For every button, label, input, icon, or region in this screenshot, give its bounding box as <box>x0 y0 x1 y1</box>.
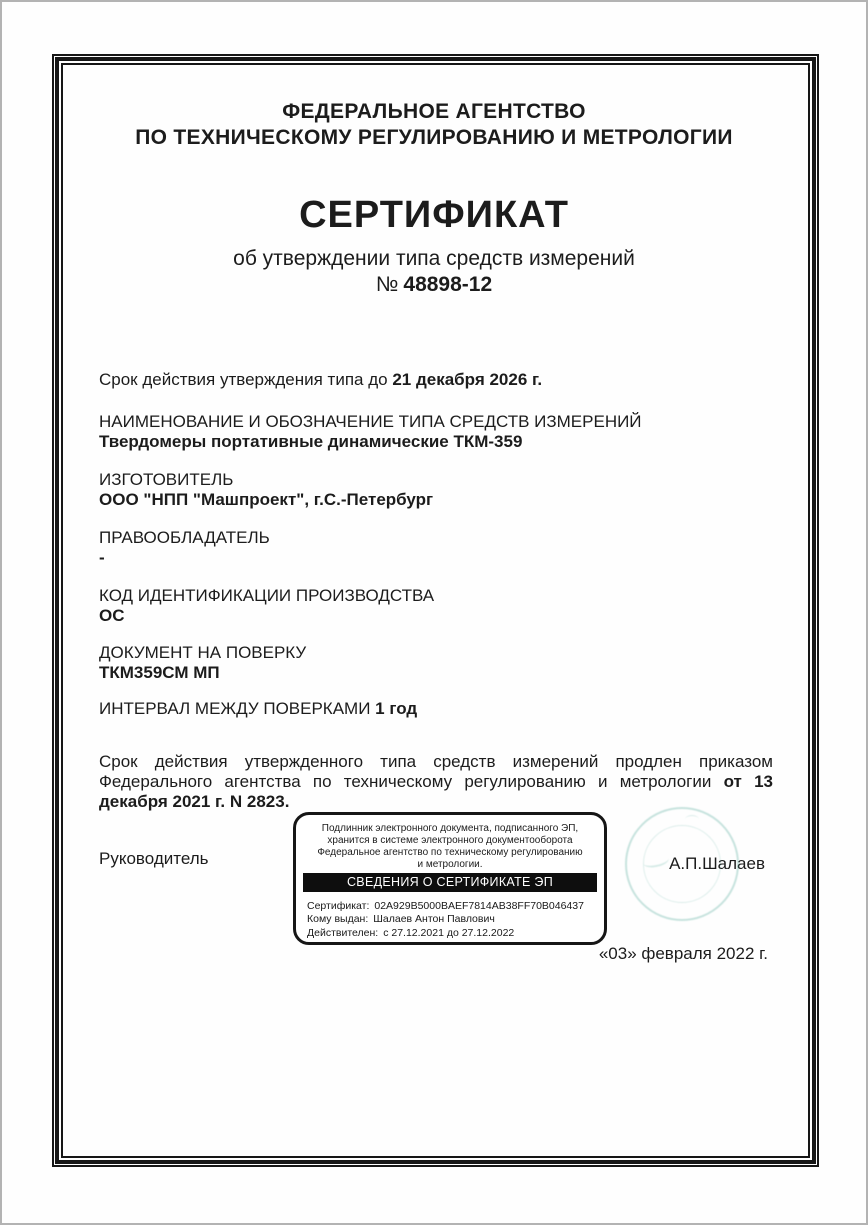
field-value: ТКМ359СМ МП <box>99 663 220 682</box>
field-value: Твердомеры портативные динамические ТКМ-359 <box>99 432 523 451</box>
certificate-subtitle: об утверждении типа средств измерений <box>233 247 635 270</box>
certificate-title: СЕРТИФИКАТ <box>299 194 569 236</box>
esignature-details <box>307 900 604 940</box>
field-value: ООО "НПП "Машпроект", г.С.-Петербург <box>99 490 434 509</box>
row-value: 02A929B5000BAEF7814AB38FF70B046437 <box>374 900 584 912</box>
number-sign: № <box>375 273 399 296</box>
interval-label: ИНТЕРВАЛ МЕЖДУ ПОВЕРКАМИ <box>99 699 371 718</box>
agency-line2: ПО ТЕХНИЧЕСКОМУ РЕГУЛИРОВАНИЮ И МЕТРОЛОГИИ <box>135 126 733 149</box>
number-value: 48898-12 <box>403 273 493 296</box>
agency-header <box>2 99 866 151</box>
esignature-stamp-box <box>293 812 607 945</box>
esignature-intro-text: Подлинник электронного документа, подписанного ЭП, хранится в системе электронного документооборота Федеральное агентство по техническому регулированию и метрологии. <box>317 823 583 870</box>
field-value: - <box>99 548 105 567</box>
extension-text: Срок действия утвержденного типа средств измерений продлен приказом Федерального агентства по техническому регулированию и метрологии <box>99 752 773 791</box>
row-label: Кому выдан: <box>307 913 369 926</box>
field-label: ИЗГОТОВИТЕЛЬ <box>99 470 234 489</box>
validity-value: 21 декабря 2026 г. <box>392 370 543 389</box>
esignature-bar-title: СВЕДЕНИЯ О СЕРТИФИКАТЕ ЭП <box>303 873 597 892</box>
interval-line <box>99 699 773 719</box>
signature-role: Руководитель <box>99 849 209 868</box>
seal-stamp-residue <box>625 807 739 921</box>
esignature-row-certificate <box>307 900 604 913</box>
field-verification-doc <box>99 643 773 683</box>
interval-value: 1 год <box>375 699 418 718</box>
validity-line <box>99 370 773 390</box>
field-label: НАИМЕНОВАНИЕ И ОБОЗНАЧЕНИЕ ТИПА СРЕДСТВ ИЗМЕРЕНИЙ <box>99 412 642 431</box>
extension-paragraph <box>99 752 773 812</box>
field-production-code <box>99 586 773 626</box>
field-manufacturer <box>99 470 773 510</box>
signature-name: А.П.Шалаев <box>669 854 765 873</box>
field-type-name <box>99 412 773 452</box>
seal-fleck <box>685 815 699 824</box>
validity-prefix: Срок действия утверждения типа до <box>99 370 388 389</box>
row-label: Сертификат: <box>307 900 370 912</box>
field-label: ПРАВООБЛАДАТЕЛЬ <box>99 528 270 547</box>
certificate-number <box>2 273 866 297</box>
field-label: КОД ИДЕНТИФИКАЦИИ ПРОИЗВОДСТВА <box>99 586 435 605</box>
esignature-row-valid <box>307 927 604 940</box>
row-value: с 27.12.2021 до 27.12.2022 <box>383 926 515 939</box>
extension-order: от 13 декабря 2021 г. N 2823. <box>99 772 773 811</box>
agency-line1: ФЕДЕРАЛЬНОЕ АГЕНТСТВО <box>282 100 586 123</box>
field-rights-holder <box>99 528 773 568</box>
esignature-row-issued-to <box>307 913 604 926</box>
signature-date: «03» февраля 2022 г. <box>598 944 768 963</box>
row-value: Шалаев Антон Павлович <box>373 913 495 926</box>
field-label: ДОКУМЕНТ НА ПОВЕРКУ <box>99 643 307 662</box>
row-label: Действителен: <box>307 926 379 939</box>
field-value: ОС <box>99 606 125 625</box>
